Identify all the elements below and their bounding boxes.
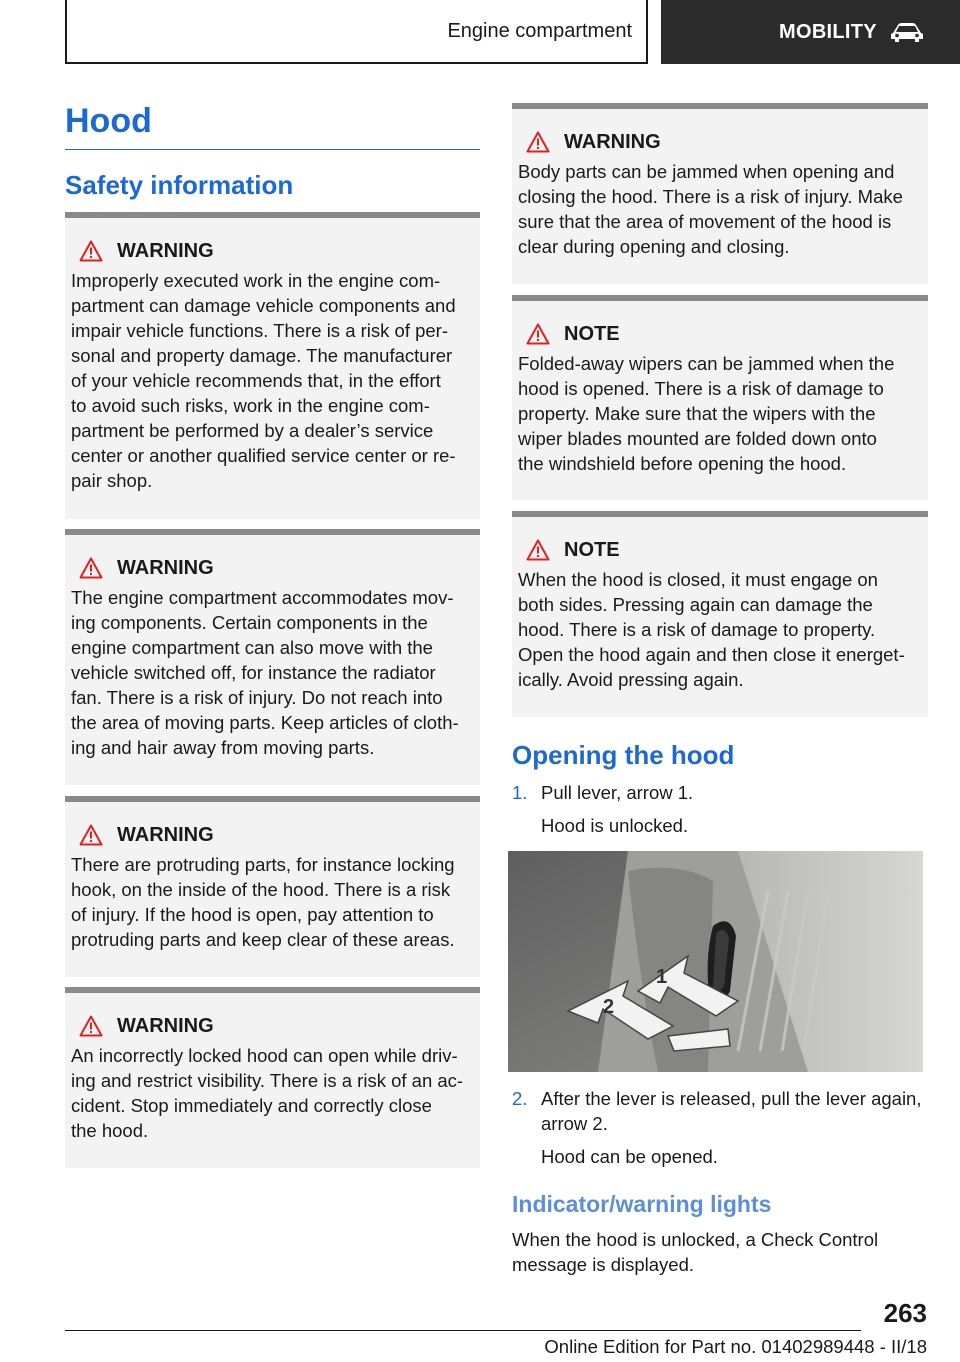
warning-header bbox=[79, 238, 472, 264]
warning-triangle-icon bbox=[79, 557, 103, 579]
note-header bbox=[526, 537, 920, 563]
warning-header bbox=[79, 555, 472, 581]
step-text: After the lever is released, pull the lever again, arrow 2. bbox=[541, 1088, 922, 1134]
step-item bbox=[512, 1086, 928, 1169]
caution-triangle-icon bbox=[526, 539, 550, 561]
step-result: Hood can be opened. bbox=[541, 1146, 718, 1167]
header-chapter-label: MOBILITY bbox=[779, 20, 877, 43]
step-result: Hood is unlocked. bbox=[541, 815, 689, 836]
note-text: Folded-away wipers can be jammed when the hood is opened. There is a risk of damage to property. Make sure that the wipers with the wiper blades mounted are folded down onto the windshield before opening the hood. bbox=[518, 353, 895, 474]
note-label: NOTE bbox=[564, 322, 620, 345]
step-number: 1. bbox=[512, 782, 528, 803]
step-text: Pull lever, arrow 1. bbox=[541, 782, 694, 803]
warning-box bbox=[65, 796, 480, 977]
note-box bbox=[512, 295, 928, 500]
caution-triangle-icon bbox=[526, 323, 550, 345]
warning-header bbox=[526, 129, 920, 155]
note-label: NOTE bbox=[564, 538, 620, 561]
note-text: When the hood is closed, it must engage on both sides. Pressing again can damage the hood. There is a risk of damage to property. Open the hood again and then close it energet- ically. Avoid pressing again. bbox=[518, 569, 905, 690]
warning-box bbox=[65, 987, 480, 1168]
warning-box bbox=[65, 529, 480, 785]
warning-text: Improperly executed work in the engine com- partment can damage vehicle components and impair vehicle functions. There is a risk of per- sonal and property damage. The manufacturer of your vehicle recommends that, in the effort to avoid such risks, work in the engine com- partment be performed by a dealer’s service center or another qualified service center or re- pair shop. bbox=[71, 270, 456, 491]
warning-text: The engine compartment accommodates mov- ing components. Certain components in the engine compartment can also move with the vehicle switched off, for instance the radiator fan. There is a risk of injury. Do not reach into the area of moving parts. Keep articles of cloth- ing and hair away from moving parts. bbox=[71, 587, 459, 758]
warning-label: WARNING bbox=[117, 1014, 214, 1037]
warning-header bbox=[79, 822, 472, 848]
step-item bbox=[512, 780, 928, 838]
warning-text: There are protruding parts, for instance locking hook, on the inside of the hood. There is a risk of injury. If the hood is open, pay attention to protruding parts and keep clear of these areas. bbox=[71, 854, 455, 950]
safety-heading: Safety information bbox=[65, 170, 294, 200]
warning-label: WARNING bbox=[117, 239, 214, 262]
edition-info: Online Edition for Part no. 01402989448 - II/18 bbox=[544, 1336, 927, 1357]
opening-heading: Opening the hood bbox=[512, 740, 735, 770]
warning-triangle-icon bbox=[526, 131, 550, 153]
warning-label: WARNING bbox=[117, 823, 214, 846]
header-section-label: Engine compartment bbox=[447, 19, 632, 42]
hood-lever-figure bbox=[508, 851, 923, 1072]
figure-arrow-label: 2 bbox=[603, 996, 615, 1018]
warning-triangle-icon bbox=[79, 824, 103, 846]
footer-divider bbox=[65, 1330, 861, 1331]
note-box bbox=[512, 511, 928, 717]
warning-triangle-icon bbox=[79, 240, 103, 262]
indicator-text: When the hood is unlocked, a Check Control message is displayed. bbox=[512, 1229, 879, 1275]
warning-label: WARNING bbox=[564, 130, 661, 153]
page-number: 263 bbox=[883, 1298, 927, 1328]
warning-header bbox=[79, 1013, 472, 1039]
note-header bbox=[526, 321, 920, 347]
header-section-title bbox=[65, 0, 648, 64]
warning-text: Body parts can be jammed when opening and closing the hood. There is a risk of injury. Make sure that the area of movement of the hood is clear during opening and closing. bbox=[518, 161, 903, 257]
warning-box bbox=[512, 103, 928, 284]
car-icon bbox=[889, 21, 925, 43]
header-chapter-tab bbox=[661, 0, 960, 64]
warning-triangle-icon bbox=[79, 1015, 103, 1037]
page-title: Hood bbox=[65, 102, 480, 150]
warning-box bbox=[65, 212, 480, 519]
step-number: 2. bbox=[512, 1088, 528, 1109]
indicator-heading: Indicator/warning lights bbox=[512, 1191, 772, 1217]
warning-text: An incorrectly locked hood can open while driv- ing and restrict visibility. There is a risk of an ac- cident. Stop immediately and correctly close the hood. bbox=[71, 1045, 464, 1141]
warning-label: WARNING bbox=[117, 556, 214, 579]
figure-arrow-label: 1 bbox=[656, 966, 668, 988]
